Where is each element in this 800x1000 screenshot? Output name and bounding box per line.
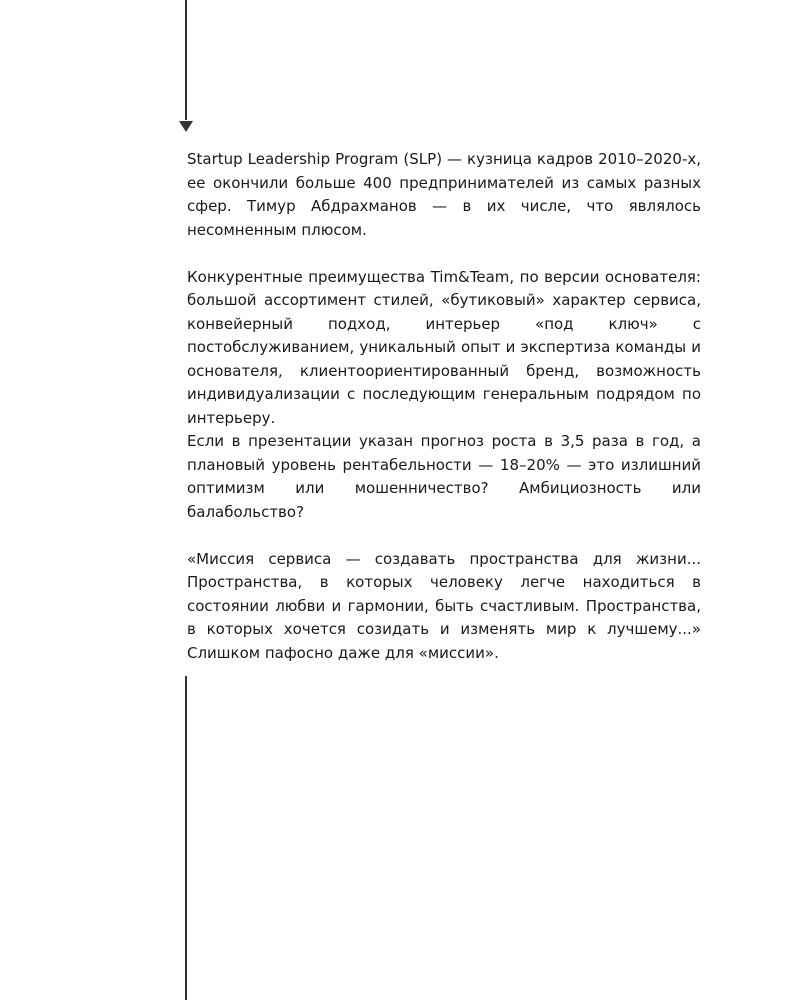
paragraph-forecast: Если в презентации указан прогноз роста в 3,5 раза в год, а плановый уровень рентабельности — 18–20% — это излишний оптимизм или мошенничество? Амбициозность или балабольство? [187,432,701,521]
paragraph-slp: Startup Leadership Program (SLP) — кузница кадров 2010–2020-х, ее окончили больше 400 предпринимателей из самых разных сфер. Тимур Абдрахманов — в их числе, что являлось несомненным плюсом. [187,150,701,239]
arrow-down-icon [179,121,193,132]
margin-rule-bottom [185,676,187,1000]
paragraph-mission: «Миссия сервиса — создавать пространства для жизни... Пространства, в которых человеку легче находиться в состоянии любви и гармонии, быть счастливым. Пространства, в которых хочется созидать и изменять мир к лучшему...» Слишком пафосно даже для «миссии». [187,549,701,662]
margin-rule-top [185,0,187,120]
paragraph-advantages: Конкурентные преимущества Tim&Team, по версии основателя: большой ассортимент стилей, «бутиковый» характер сервиса, конвейерный подход, интерьер «под ключ» с постобслуживанием, уникальный опыт и экспертиза команды и основателя, клиентоориентированный бренд, возможность индивидуализации с последующим генеральным подрядом по интерьеру. [187,267,701,427]
text-column [187,148,701,665]
